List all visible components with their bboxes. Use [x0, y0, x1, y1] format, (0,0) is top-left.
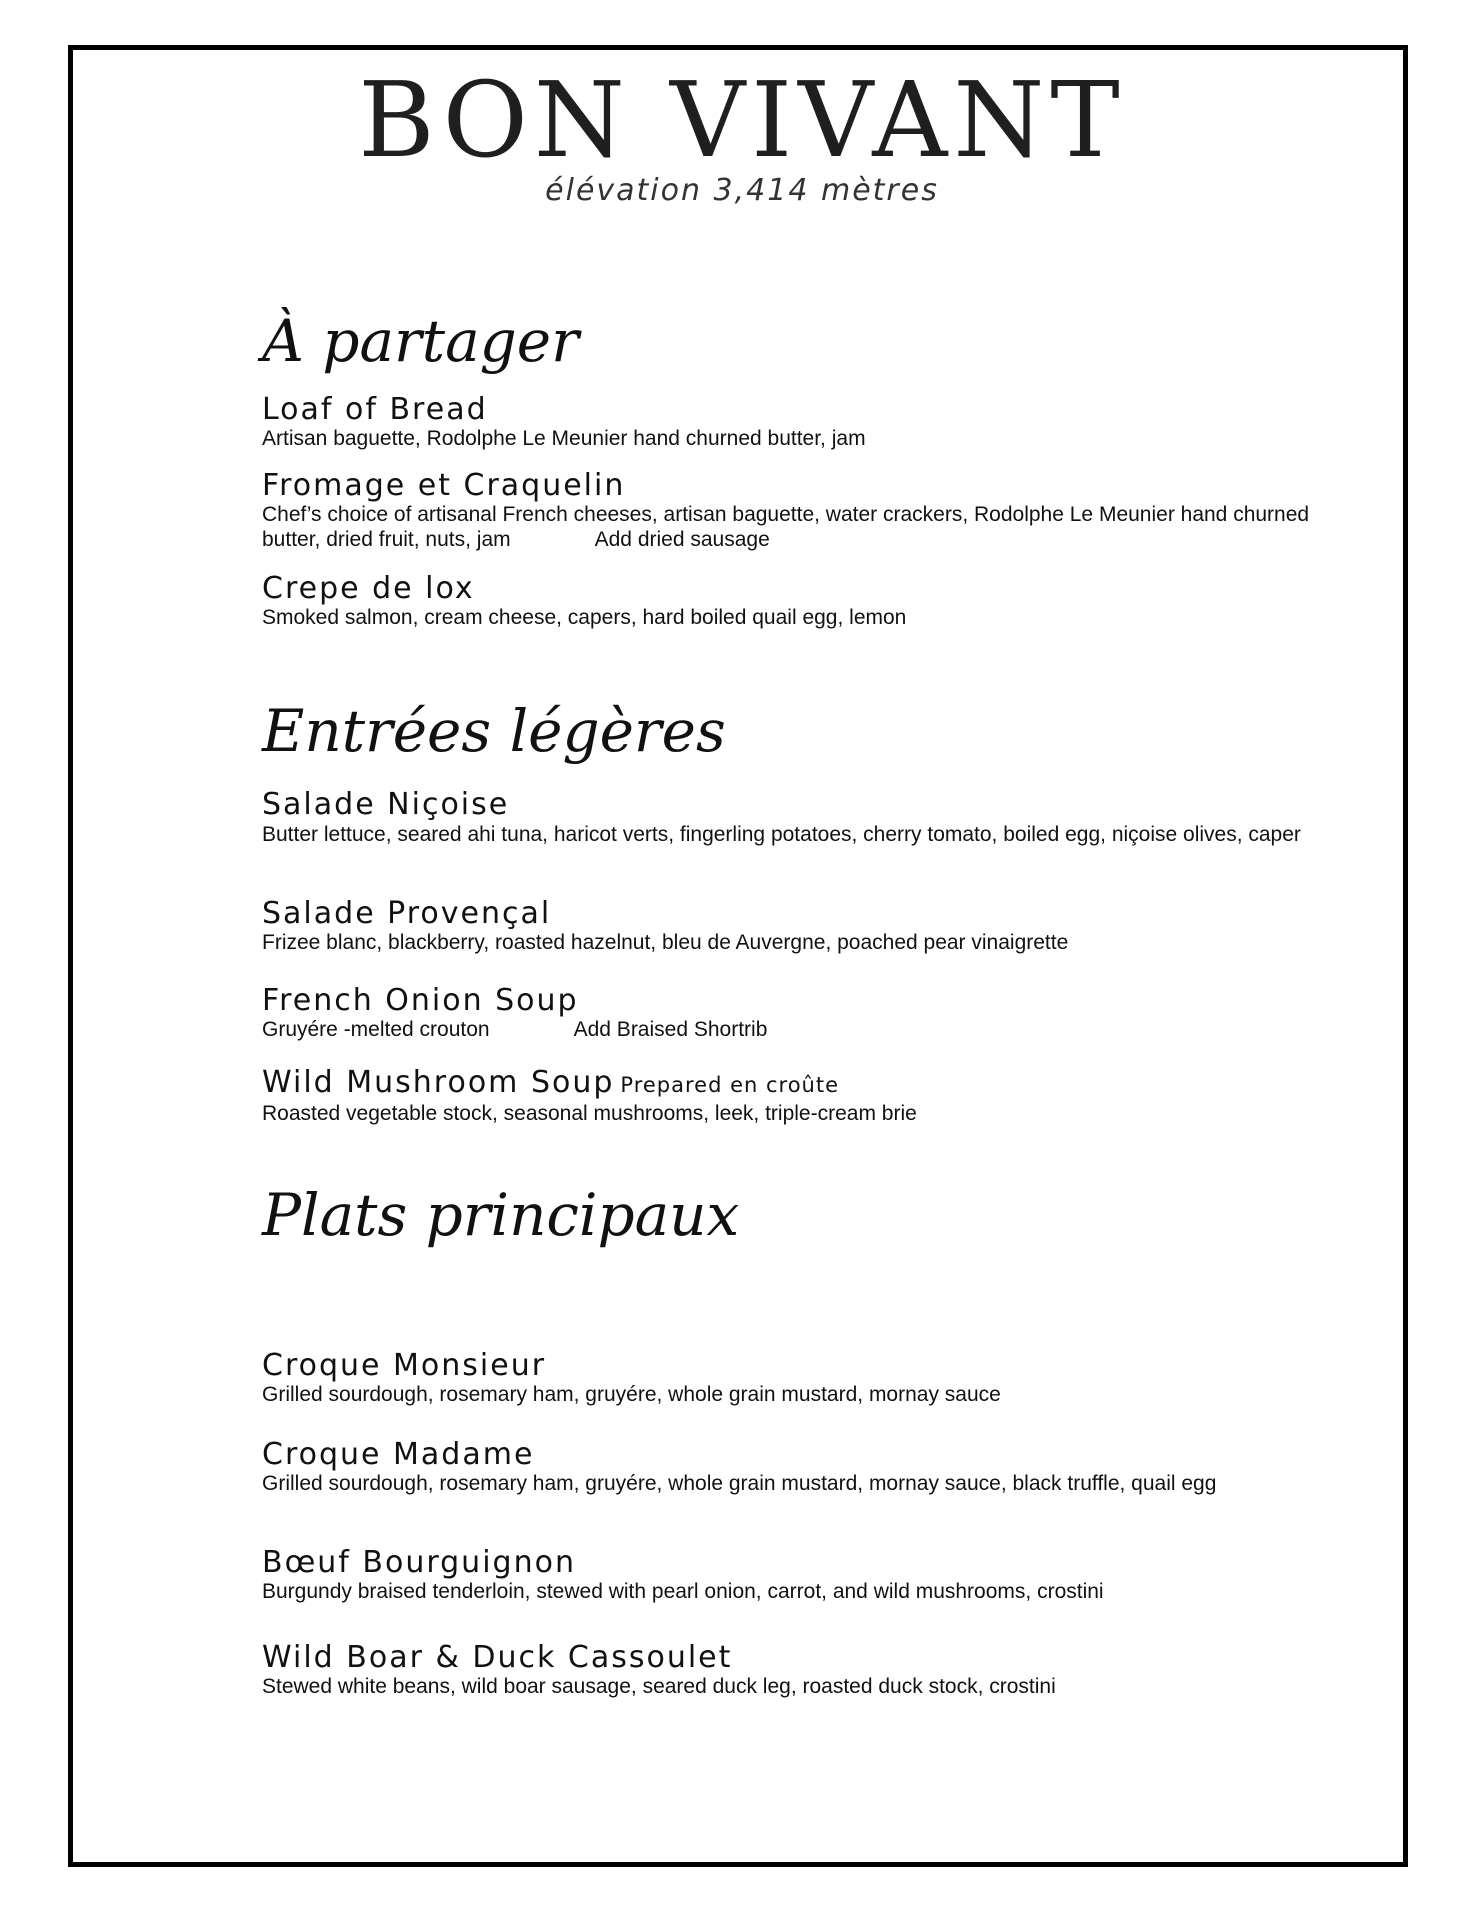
item-description-text: Chef’s choice of artisanal French cheeses, artisan baguette, water crackers, Rodolphe Le Meunier hand churned butter, dried fruit, nuts, jam [262, 503, 1310, 551]
menu-item-boeuf-bourguignon [262, 1547, 1322, 1604]
item-name: Loaf of Bread [262, 392, 488, 427]
item-name: Salade Niçoise [262, 787, 510, 822]
item-description: Smoked salmon, cream cheese, capers, hard boiled quail egg, lemon [262, 606, 907, 629]
item-name: French Onion Soup [262, 983, 579, 1018]
item-description-text: Gruyére -melted crouton [262, 1018, 490, 1041]
item-name: Salade Provençal [262, 896, 552, 931]
item-name-text: Wild Mushroom Soup [262, 1065, 615, 1100]
item-description: Stewed white beans, wild boar sausage, seared duck leg, roasted duck stock, crostini [262, 1675, 1056, 1698]
restaurant-logo: BON VIVANT [358, 59, 1126, 181]
section-title-entrees-legeres: Entrées légères [262, 697, 726, 765]
menu-item-fromage-et-craquelin [262, 470, 1322, 552]
item-name: Croque Monsieur [262, 1348, 547, 1383]
elevation-subtitle: élévation 3,414 mètres [545, 173, 939, 208]
item-description: Artisan baguette, Rodolphe Le Meunier hand churned butter, jam [262, 427, 866, 450]
item-name [262, 1067, 1322, 1101]
item-description: Butter lettuce, seared ahi tuna, haricot verts, fingerling potatoes, cherry tomato, boiled egg, niçoise olives, caper [262, 823, 1301, 846]
item-note: Prepared en croûte [620, 1073, 840, 1097]
menu-item-croque-madame [262, 1439, 1322, 1496]
menu-item-loaf-of-bread [262, 394, 1322, 451]
item-addon: Add Braised Shortrib [573, 1018, 768, 1041]
menu-item-croque-monsieur [262, 1350, 1322, 1407]
item-description: Burgundy braised tenderloin, stewed with pearl onion, carrot, and wild mushrooms, crostini [262, 1580, 1104, 1603]
item-name: Crepe de lox [262, 571, 475, 606]
item-description [262, 502, 1322, 552]
section-title-a-partager: À partager [262, 307, 579, 375]
item-addon: Add dried sausage [594, 528, 770, 551]
item-description: Grilled sourdough, rosemary ham, gruyére, whole grain mustard, mornay sauce, black truffle, quail egg [262, 1472, 1217, 1495]
menu-item-crepe-de-lox [262, 573, 1322, 630]
item-description [262, 1017, 1322, 1042]
item-name: Croque Madame [262, 1437, 535, 1472]
item-description: Frizee blanc, blackberry, roasted hazelnut, bleu de Auvergne, poached pear vinaigrette [262, 931, 1069, 954]
item-name: Fromage et Craquelin [262, 468, 626, 503]
menu-item-wild-boar-duck-cassoulet [262, 1642, 1322, 1699]
menu-item-wild-mushroom-soup [262, 1067, 1322, 1126]
item-name: Bœuf Bourguignon [262, 1545, 576, 1580]
item-description: Roasted vegetable stock, seasonal mushrooms, leek, triple-cream brie [262, 1102, 917, 1125]
menu-item-salade-provencal [262, 898, 1322, 955]
item-description: Grilled sourdough, rosemary ham, gruyére, whole grain mustard, mornay sauce [262, 1383, 1001, 1406]
item-name: Wild Boar & Duck Cassoulet [262, 1640, 733, 1675]
menu-item-french-onion-soup [262, 985, 1322, 1042]
menu-item-salade-nicoise [262, 789, 1322, 848]
section-title-plats-principaux: Plats principaux [262, 1181, 740, 1249]
